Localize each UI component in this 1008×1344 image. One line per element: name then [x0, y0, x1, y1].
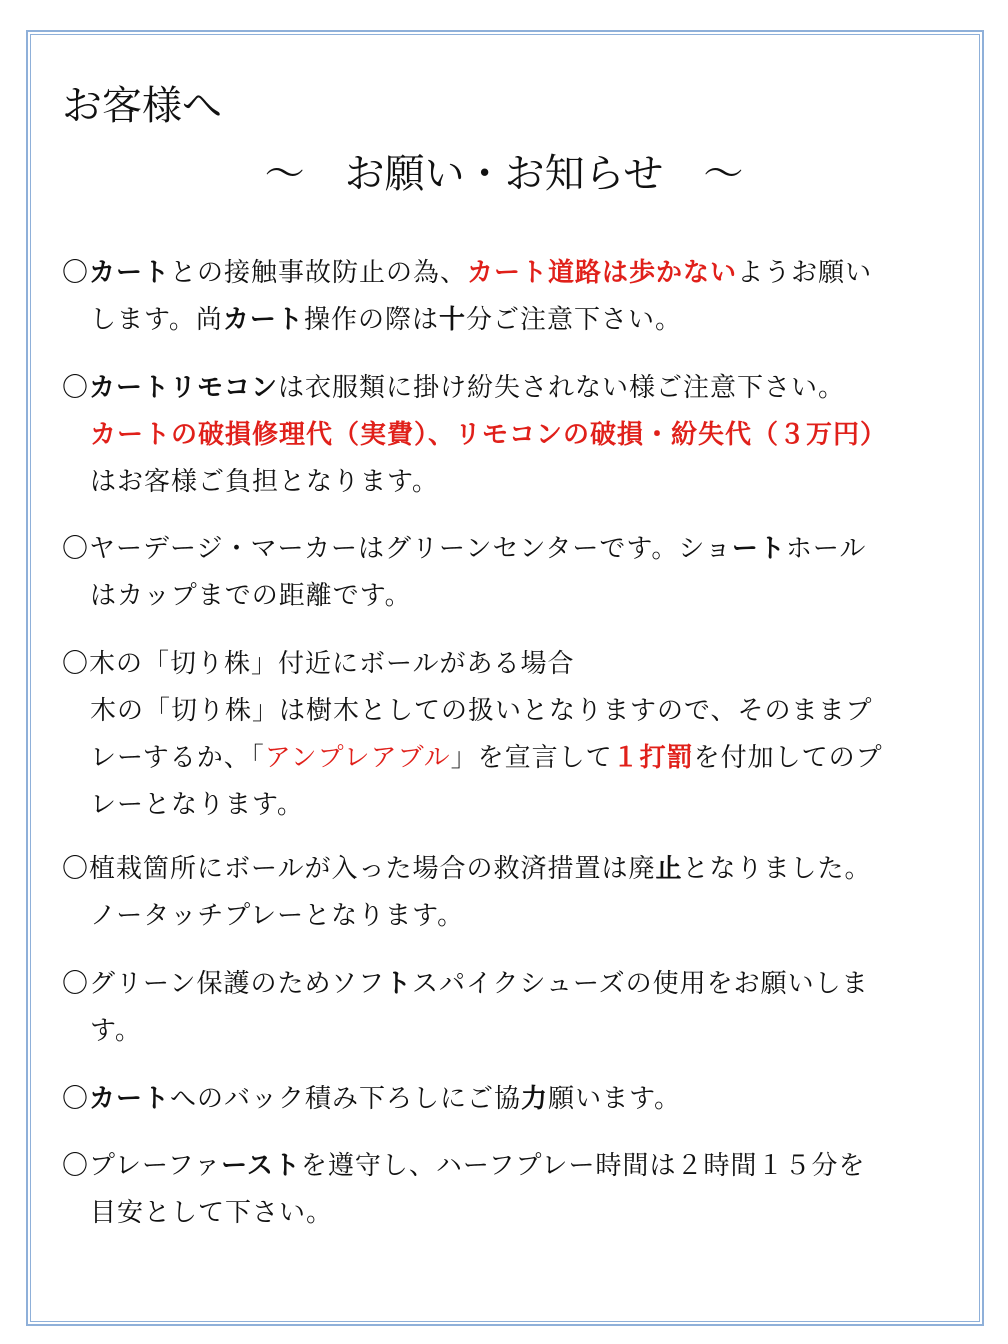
- notice-line: [62, 893, 942, 940]
- notice-text: スパイクシューズの使用をお願いしま: [412, 969, 869, 999]
- circle-mark: 〇: [62, 854, 90, 884]
- notice-line: [62, 735, 942, 782]
- emphasis-text: ースト: [221, 1151, 301, 1181]
- notice-text: 植栽箇所にボールが入った場合の救済措置は廃: [89, 854, 656, 884]
- notice-text: 操作の際は: [303, 305, 439, 335]
- notice-text: ヤーデージ・マーカーはグリーンセンターです。ショ: [89, 534, 732, 564]
- notice-tree-stump: [62, 641, 942, 829]
- circle-mark: 〇: [62, 258, 90, 288]
- notice-text: は衣服類に掛け紛失されない様ご注意下さい。: [278, 373, 846, 403]
- emphasis-text: 止: [655, 854, 683, 884]
- notice-line: [62, 459, 942, 506]
- notice-text: レーするか、「: [90, 743, 265, 773]
- notice-text: ようお願い: [737, 258, 873, 288]
- notice-line: [62, 846, 942, 893]
- notice-soft-spikes: [62, 961, 942, 1055]
- notice-text: を遵守し、ハーフプレー時間は２時間１５分を: [300, 1151, 866, 1181]
- warning-text: アンプレアブル: [264, 743, 451, 773]
- notice-line: [62, 1143, 942, 1190]
- notice-text: します。尚: [90, 305, 223, 335]
- notice-text: ノータッチプレーとなります。: [90, 901, 465, 931]
- notice-yardage-marker: [62, 526, 942, 620]
- notice-line: [62, 688, 942, 735]
- notice-text: はお客様ご負担となります。: [90, 467, 439, 497]
- warning-text: カート道路は歩かない: [467, 258, 738, 288]
- warning-text: カートの破損修理代（実費）、リモコンの破損・紛失代（３万円）: [90, 420, 888, 450]
- notice-text: との接触事故防止の為、: [170, 258, 468, 288]
- notice-line: [62, 782, 942, 829]
- warning-text: １打罰: [612, 743, 694, 773]
- emphasis-text: カート: [222, 305, 304, 335]
- notice-cart-road: [62, 250, 942, 344]
- emphasis-text: カートリモコン: [89, 373, 279, 403]
- notice-text: 」を宣言して: [450, 743, 613, 773]
- emphasis-text: カート: [89, 258, 171, 288]
- circle-mark: 〇: [62, 1084, 90, 1114]
- circle-mark: 〇: [62, 373, 90, 403]
- circle-mark: 〇: [62, 534, 90, 564]
- notice-text: 願います。: [548, 1084, 681, 1114]
- notice-line: [62, 1190, 942, 1237]
- notice-text: 木の「切り株」は樹木としての扱いとなりますので、そのままプ: [90, 696, 873, 726]
- notice-text: す。: [90, 1016, 142, 1046]
- circle-mark: 〇: [62, 969, 90, 999]
- emphasis-text: ト: [384, 969, 412, 999]
- notice-cart-remote: [62, 365, 942, 506]
- emphasis-text: カート: [89, 1084, 171, 1114]
- notice-line: [62, 1076, 942, 1123]
- notice-heading: ～ お願い・お知らせ ～: [264, 151, 744, 197]
- notice-text: はカップまでの距離です。: [90, 581, 412, 611]
- notice-text: となりました。: [682, 854, 872, 884]
- notice-text: 木の「切り株」付近にボールがある場合: [89, 649, 575, 679]
- emphasis-text: 十: [438, 305, 466, 335]
- notice-line: [62, 1008, 942, 1055]
- notice-line: [62, 412, 942, 459]
- salutation-title: お客様へ: [62, 83, 222, 129]
- emphasis-text: ート: [731, 534, 786, 564]
- notice-text: を付加してのプ: [693, 743, 883, 773]
- notice-line: [62, 573, 942, 620]
- notice-text: グリーン保護のためソフ: [89, 969, 385, 999]
- notice-line: [62, 961, 942, 1008]
- notice-play-fast: [62, 1143, 942, 1237]
- notice-text: 分ご注意下さい。: [465, 305, 682, 335]
- notice-text: ホール: [785, 534, 867, 564]
- notice-text: レーとなります。: [90, 790, 304, 820]
- notice-planting-area: [62, 846, 942, 940]
- notice-text: プレーファ: [89, 1151, 222, 1181]
- circle-mark: 〇: [62, 1151, 90, 1181]
- notice-text: 目安として下さい。: [90, 1198, 334, 1228]
- notice-line: [62, 365, 942, 412]
- notice-bag-loading: [62, 1076, 942, 1123]
- notice-text: へのバック積み下ろしにご協: [170, 1084, 522, 1114]
- emphasis-text: 力: [521, 1084, 549, 1114]
- notice-line: [62, 641, 942, 688]
- notice-line: [62, 297, 942, 344]
- notice-line: [62, 526, 942, 573]
- circle-mark: 〇: [62, 649, 90, 679]
- notice-line: [62, 250, 942, 297]
